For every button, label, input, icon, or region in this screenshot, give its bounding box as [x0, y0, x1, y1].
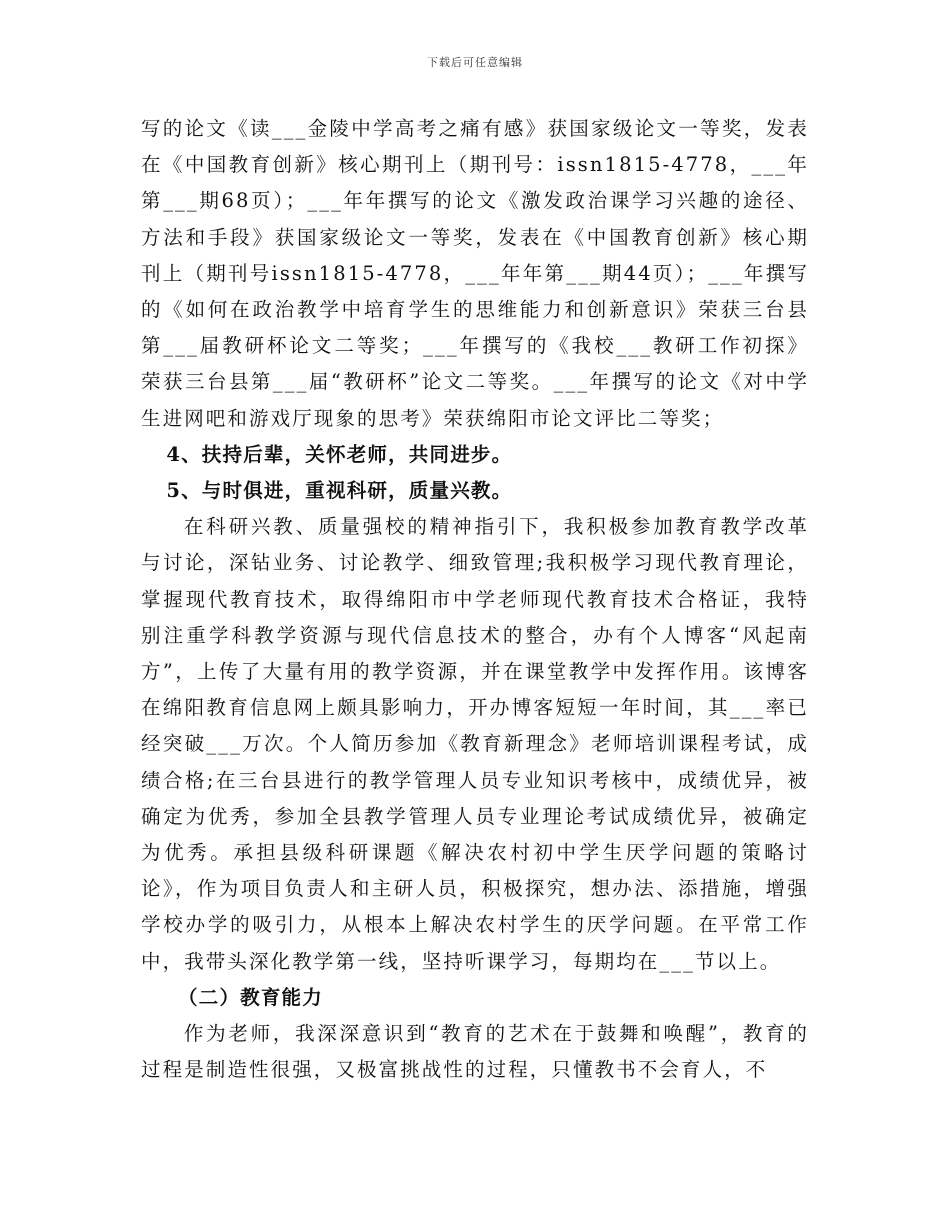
- paragraph-papers: 写的论文《读___金陵中学高考之痛有感》获国家级论文一等奖，发表在《中国教育创新》核心期刊上（期刊号：issn1815-4778，___年第___期68页）；___年年撰写的论文《激发政治课学习兴趣的途径、方法和手段》获国家级论文一等奖，发表在《中国教育创新》核心期刊上（期刊号issn1815-4778，___年年第___期44页）；___年撰写的《如何在政治教学中培育学生的思维能力和创新意识》荣获三台县第___届教研杯论文二等奖；___年撰写的《我校___教研工作初探》荣获三台县第___届“教研杯”论文二等奖。___年撰写的论文《对中学生进网吧和游戏厅现象的思考》荣获绵阳市论文评比二等奖；: [141, 117, 809, 430]
- document-body: [141, 111, 809, 1088]
- paragraph-ability: 作为老师，我深深意识到“教育的艺术在于鼓舞和唤醒”，教育的过程是制造性很强，又极富挑战性的过程，只懂教书不会育人，不: [141, 1022, 809, 1082]
- section-heading-ability: （二）教育能力: [178, 985, 323, 1009]
- paragraph-research: 在科研兴教、质量强校的精神指引下，我积极参加教育教学改革与讨论，深钻业务、讨论教学、细致管理;我积极学习现代教育理论，掌握现代教育技术，取得绵阳市中学老师现代教育技术合格证，我特别注重学科教学资源与现代信息技术的整合，办有个人博客“风起南方”，上传了大量有用的教学资源，并在课堂教学中发挥作用。该博客在绵阳教育信息网上颇具影响力，开办博客短短一年时间，其___率已经突破___万次。个人简历参加《教育新理念》老师培训课程考试，成绩合格;在三台县进行的教学管理人员专业知识考核中，成绩优异，被确定为优秀，参加全县教学管理人员专业理论考试成绩优异，被确定为优秀。承担县级科研课题《解决农村初中学生厌学问题的策略讨论》，作为项目负责人和主研人员，积极探究，想办法、添措施，增强学校办学的吸引力，从根本上解决农村学生的厌学问题。在平常工作中，我带头深化教学第一线，坚持听课学习，每期均在___节以上。: [141, 515, 809, 973]
- page-header-note: 下载后可任意编辑: [427, 56, 523, 69]
- section-heading-4: 4、扶持后辈，关怀老师，共同进步。: [166, 442, 513, 466]
- section-heading-5: 5、与时俱进，重视科研，质量兴教。: [166, 479, 513, 503]
